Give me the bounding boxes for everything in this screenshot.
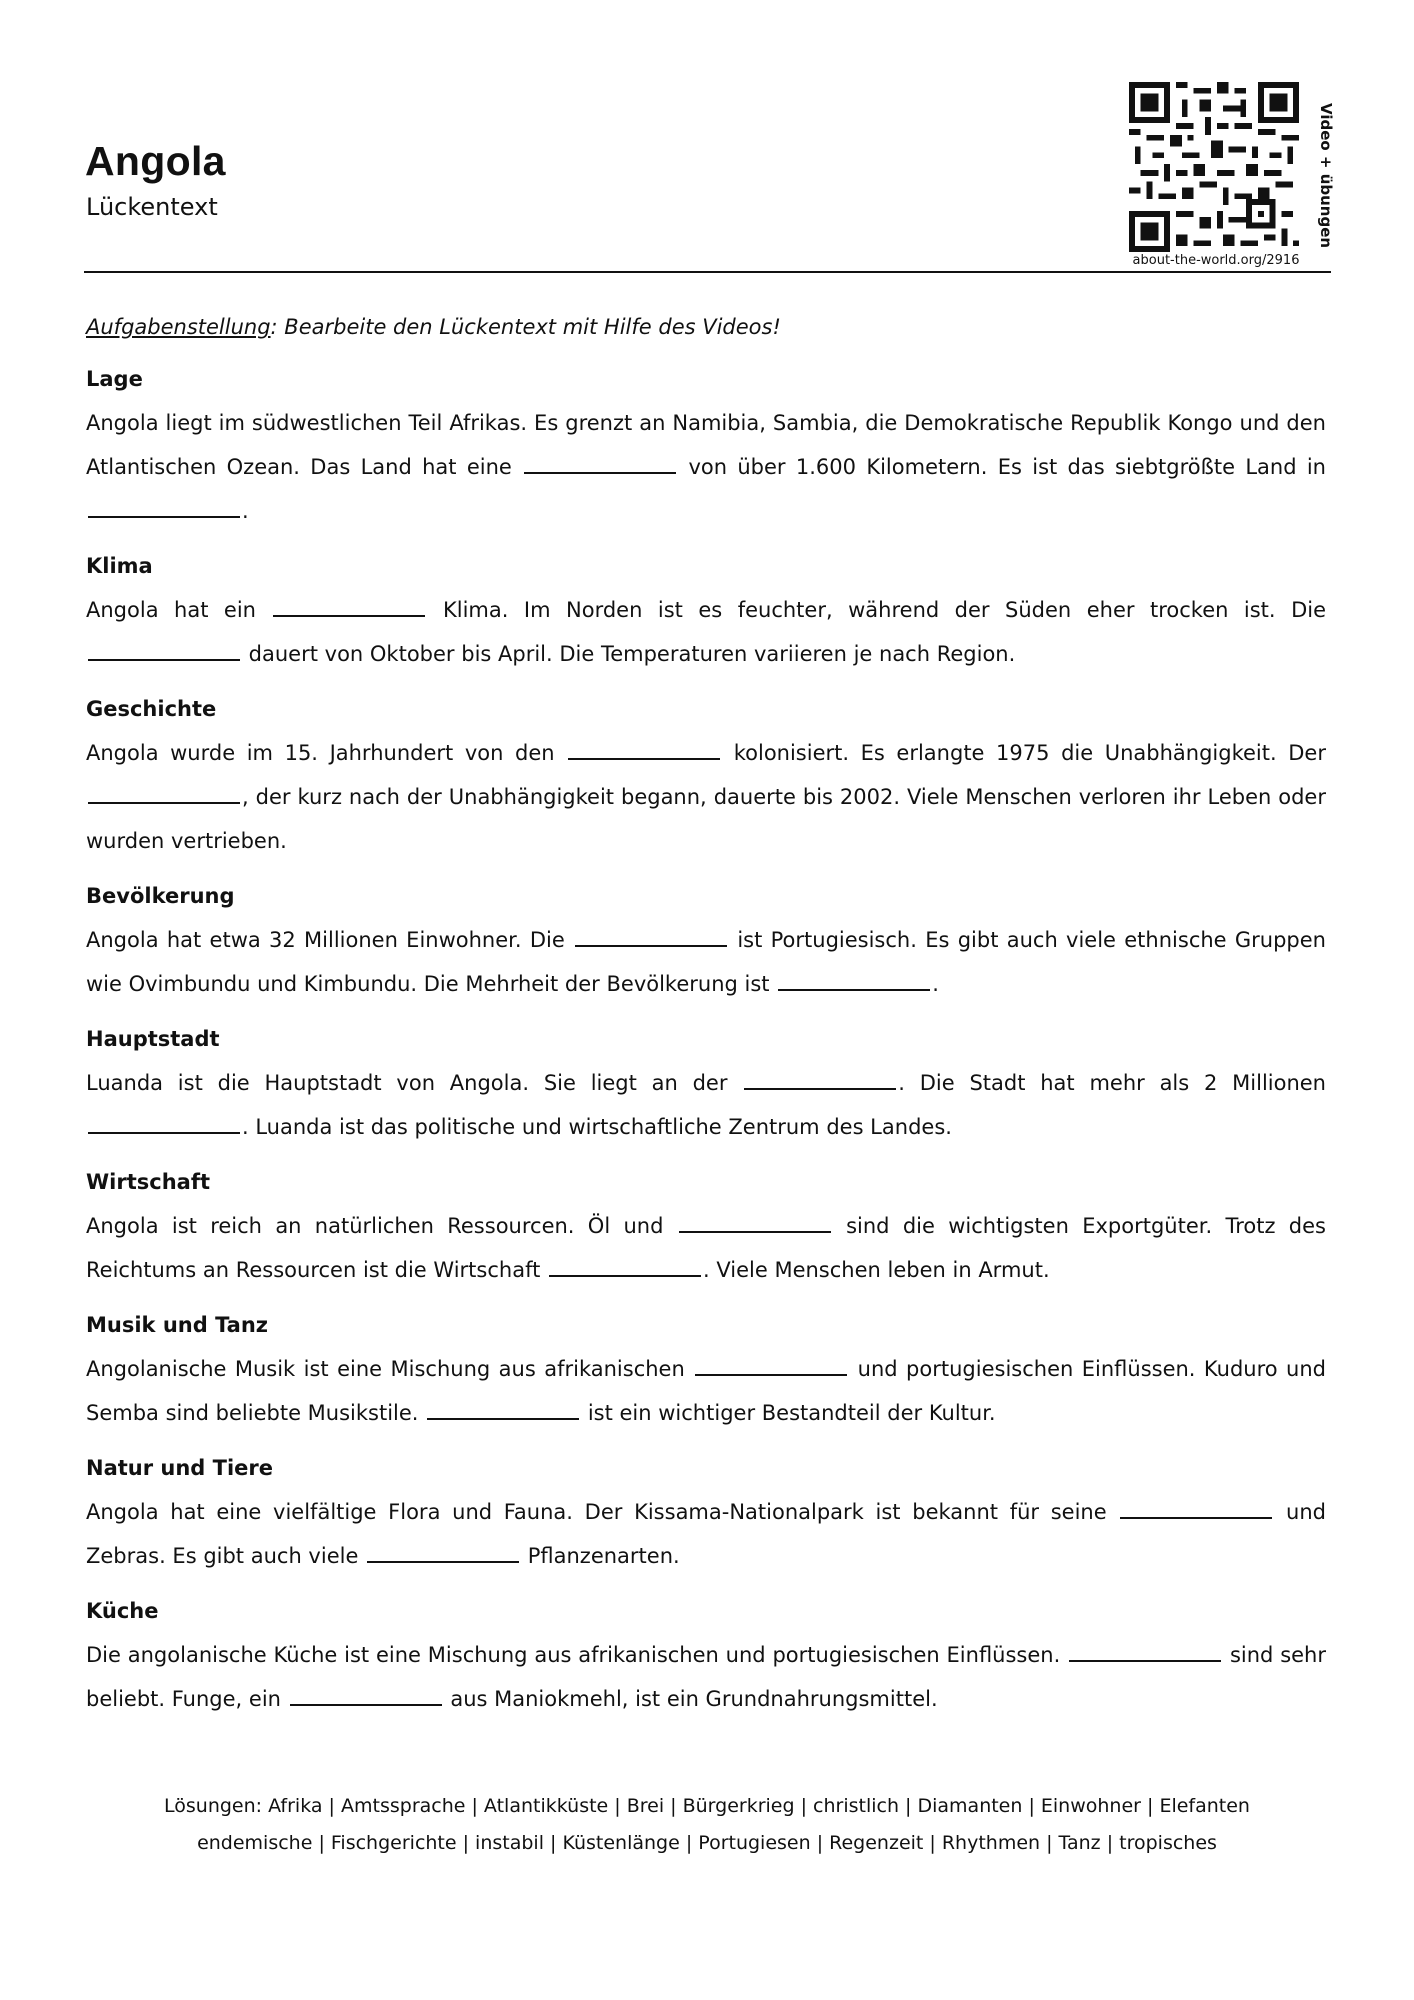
text-fragment: Die angolanische Küche ist eine Mischung aus afrikanischen und portugiesischen Einflüssen.	[86, 1643, 1068, 1667]
text-fragment: Pflanzenarten.	[521, 1544, 680, 1568]
text-fragment: Angola ist reich an natürlichen Ressourcen. Öl und	[86, 1214, 677, 1238]
section-heading: Wirtschaft	[86, 1170, 211, 1194]
text-fragment: sind sehr beliebt. Funge, ein	[86, 1643, 1326, 1711]
section-text	[86, 1490, 1326, 1578]
text-fragment: Angola liegt im südwestlichen Teil Afrikas. Es grenzt an Namibia, Sambia, die Demokratische Republik Kongo und den Atlantischen Ozean. Das Land hat eine	[86, 411, 1326, 479]
qr-url[interactable]: about-the-world.org/2916	[1132, 253, 1300, 268]
blank-field[interactable]	[1120, 1497, 1272, 1519]
blank-field[interactable]	[744, 1068, 896, 1090]
text-fragment: . Viele Menschen leben in Armut.	[703, 1258, 1050, 1282]
solutions-box	[100, 1788, 1314, 1862]
section-text	[86, 1061, 1326, 1149]
blank-field[interactable]	[524, 452, 676, 474]
section-text	[86, 1633, 1326, 1721]
section-lage	[86, 362, 1326, 533]
section-hauptstadt	[86, 1022, 1326, 1149]
blank-field[interactable]	[290, 1684, 442, 1706]
text-fragment: aus Maniokmehl, ist ein Grundnahrungsmittel.	[443, 1687, 938, 1711]
blank-field[interactable]	[273, 595, 425, 617]
text-fragment: ist ein wichtiger Bestandteil der Kultur.	[581, 1401, 996, 1425]
task-label: Aufgabenstellung	[86, 315, 271, 339]
blank-field[interactable]	[88, 1112, 240, 1134]
section-heading: Klima	[86, 554, 153, 578]
section-text	[86, 918, 1326, 1006]
text-fragment: .	[932, 972, 939, 996]
page-title: Angola	[85, 138, 226, 184]
text-fragment: kolonisiert. Es erlangte 1975 die Unabhängigkeit. Der	[722, 741, 1326, 765]
section-bevoelkerung	[86, 879, 1326, 1006]
blank-field[interactable]	[568, 738, 720, 760]
section-text	[86, 1204, 1326, 1292]
section-kueche	[86, 1594, 1326, 1721]
task-text: : Bearbeite den Lückentext mit Hilfe des Videos!	[270, 315, 781, 339]
text-fragment: Angola hat eine vielfältige Flora und Fauna. Der Kissama-Nationalpark ist bekannt für seine	[86, 1500, 1119, 1524]
section-klima	[86, 549, 1326, 676]
blank-field[interactable]	[1069, 1640, 1221, 1662]
section-text	[86, 588, 1326, 676]
solutions-line-1: Lösungen: Afrika | Amtssprache | Atlantikküste | Brei | Bürgerkrieg | christlich | Diamanten | Einwohner | Elefanten	[164, 1795, 1250, 1817]
qr-code-block[interactable]	[1128, 82, 1314, 272]
text-fragment: ist Portugiesisch. Es gibt auch viele ethnische Gruppen wie Ovimbundu und Kimbundu. Die Mehrheit der Bevölkerung ist	[86, 928, 1326, 996]
section-heading: Natur und Tiere	[86, 1456, 274, 1480]
blank-field[interactable]	[778, 969, 930, 991]
text-fragment: von über 1.600 Kilometern. Es ist das siebtgrößte Land in	[678, 455, 1326, 479]
text-fragment: Angola hat ein	[86, 598, 272, 622]
section-heading: Hauptstadt	[86, 1027, 220, 1051]
blank-field[interactable]	[88, 496, 240, 518]
section-text	[86, 1347, 1326, 1435]
text-fragment: Angola hat etwa 32 Millionen Einwohner. Die	[86, 928, 574, 952]
text-fragment: Angolanische Musik ist eine Mischung aus afrikanischen	[86, 1357, 694, 1381]
task-instruction	[86, 308, 1326, 346]
section-heading: Küche	[86, 1599, 159, 1623]
blank-field[interactable]	[367, 1541, 519, 1563]
blank-field[interactable]	[427, 1398, 579, 1420]
header-divider	[84, 271, 1331, 273]
section-geschichte	[86, 692, 1326, 863]
blank-field[interactable]	[88, 639, 240, 661]
text-fragment: sind die wichtigsten Exportgüter. Trotz des Reichtums an Ressourcen ist die Wirtschaft	[86, 1214, 1326, 1282]
text-fragment: und portugiesischen Einflüssen. Kuduro und Semba sind beliebte Musikstile.	[86, 1357, 1326, 1425]
section-natur-und-tiere	[86, 1451, 1326, 1578]
solutions-line-2: endemische | Fischgerichte | instabil | Küstenlänge | Portugiesen | Regenzeit | Rhythmen | Tanz | tropisches	[197, 1832, 1217, 1854]
section-wirtschaft	[86, 1165, 1326, 1292]
blank-field[interactable]	[88, 782, 240, 804]
qr-code-icon[interactable]	[1129, 82, 1299, 252]
blank-field[interactable]	[549, 1255, 701, 1277]
section-heading: Musik und Tanz	[86, 1313, 269, 1337]
page-subtitle: Lückentext	[86, 193, 218, 221]
section-heading: Bevölkerung	[86, 884, 235, 908]
text-fragment: und Zebras. Es gibt auch viele	[86, 1500, 1327, 1568]
text-fragment: , der kurz nach der Unabhängigkeit begann, dauerte bis 2002. Viele Menschen verloren ihr Leben oder wurden vertrieben.	[86, 785, 1326, 853]
text-fragment: Angola wurde im 15. Jahrhundert von den	[86, 741, 567, 765]
section-heading: Lage	[86, 367, 143, 391]
text-fragment: dauert von Oktober bis April. Die Temperaturen variieren je nach Region.	[242, 642, 1016, 666]
text-fragment: .	[242, 499, 249, 523]
text-fragment: . Luanda ist das politische und wirtschaftliche Zentrum des Landes.	[242, 1115, 952, 1139]
text-fragment: Klima. Im Norden ist es feuchter, während der Süden eher trocken ist. Die	[427, 598, 1326, 622]
blank-field[interactable]	[695, 1354, 847, 1376]
blank-field[interactable]	[575, 925, 727, 947]
worksheet-content	[86, 308, 1326, 1721]
blank-field[interactable]	[679, 1211, 831, 1233]
section-heading: Geschichte	[86, 697, 217, 721]
qr-side-label: Video + übungen	[1317, 103, 1335, 249]
section-musik-und-tanz	[86, 1308, 1326, 1435]
section-text	[86, 731, 1326, 863]
text-fragment: Luanda ist die Hauptstadt von Angola. Sie liegt an der	[86, 1071, 743, 1095]
section-text	[86, 401, 1326, 533]
text-fragment: . Die Stadt hat mehr als 2 Millionen	[898, 1071, 1326, 1095]
